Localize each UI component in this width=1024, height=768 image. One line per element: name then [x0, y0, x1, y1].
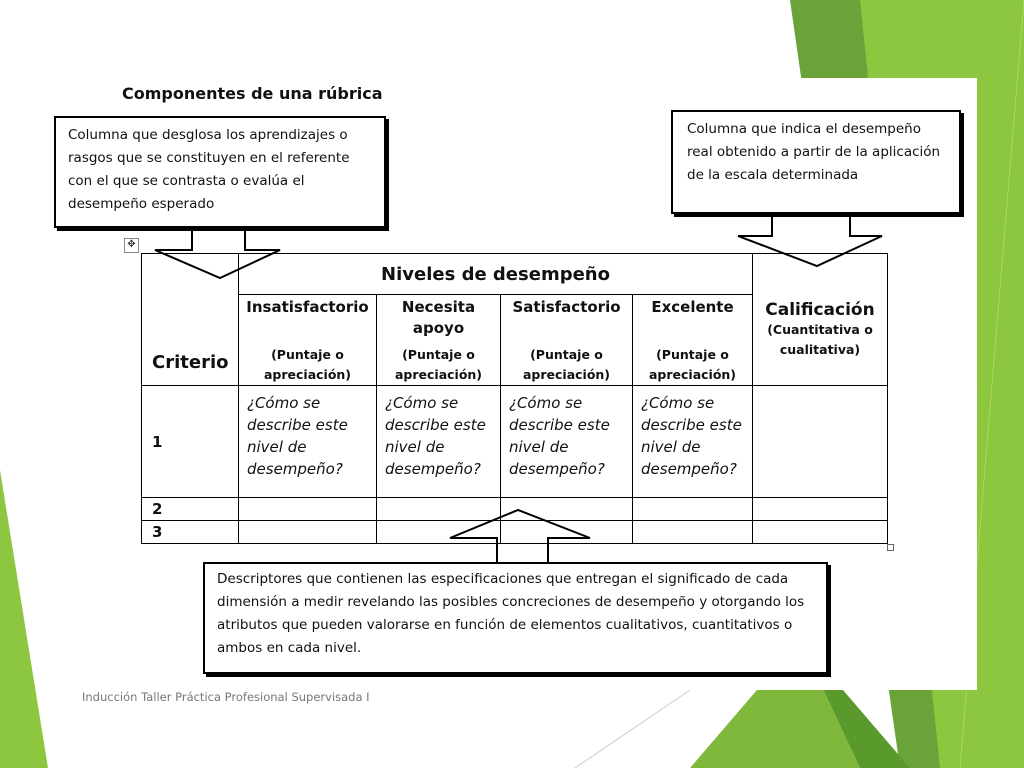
table-row: [142, 521, 888, 544]
criterio-header: Criterio: [142, 254, 239, 386]
resize-handle-icon[interactable]: [887, 544, 894, 551]
descriptores-callout: Descriptores que contienen las especificaciones que entregan el significado de cada dimensión a medir revelando las posibles concreciones de desempeño y otorgando los atributos que pueden valorarse en función de elementos cualitativos, cuantitativos o ambos en cada nivel.: [203, 562, 828, 674]
calificacion-callout: Columna que indica el desempeño real obtenido a partir de la aplicación de la escala determinada: [671, 110, 961, 214]
criterio-callout: Columna que desglosa los aprendizajes o rasgos que se constituyen en el referente con el que se contrasta o evalúa el desempeño esperado: [54, 116, 386, 228]
rubric-table: [141, 253, 888, 544]
table-row: [142, 386, 888, 498]
calificacion-cell: [753, 386, 888, 498]
level-header-satisfactorio: Satisfactorio (Puntaje o apreciación): [501, 295, 633, 386]
row-number: 1: [142, 386, 239, 498]
move-icon[interactable]: ✥: [124, 238, 139, 253]
rubric-image: [52, 78, 977, 690]
level-header-necesita-apoyo: Necesita apoyo (Puntaje o apreciación): [377, 295, 501, 386]
descriptor-cell: ¿Cómo se describe este nivel de desempeño?: [501, 386, 633, 498]
table-row: [142, 498, 888, 521]
slide-title: Componentes de una rúbrica: [122, 84, 383, 103]
descriptor-cell: ¿Cómo se describe este nivel de desempeño?: [377, 386, 501, 498]
niveles-header: Niveles de desempeño: [239, 254, 753, 295]
calificacion-sub: (Cuantitativa o cualitativa): [767, 321, 873, 357]
decor-line: [575, 690, 690, 768]
row-number: 2: [142, 498, 239, 521]
descriptor-cell: ¿Cómo se describe este nivel de desempeño?: [239, 386, 377, 498]
left-green-shape: [0, 470, 48, 768]
descriptor-cell: ¿Cómo se describe este nivel de desempeño?: [633, 386, 753, 498]
calificacion-label: Calificación: [765, 299, 875, 320]
calificacion-header: [753, 254, 888, 386]
slide-footer: Inducción Taller Práctica Profesional Supervisada I: [82, 690, 370, 704]
row-number: 3: [142, 521, 239, 544]
level-header-excelente: Excelente (Puntaje o apreciación): [633, 295, 753, 386]
level-header-insatisfactorio: Insatisfactorio (Puntaje o apreciación): [239, 295, 377, 386]
